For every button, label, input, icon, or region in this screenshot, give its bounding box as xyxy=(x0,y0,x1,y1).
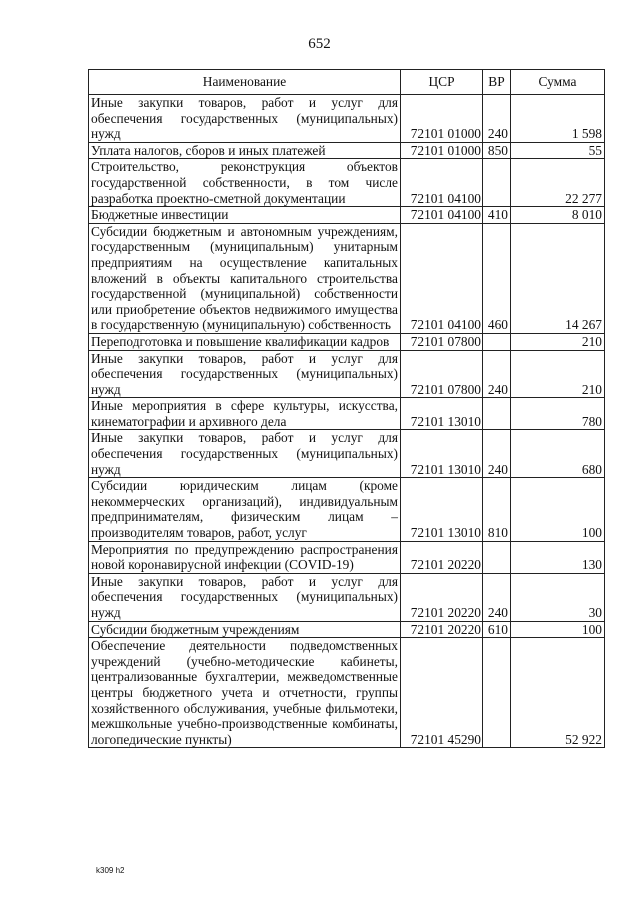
table-row xyxy=(89,430,605,478)
row-sum: 780 xyxy=(511,398,605,430)
header-csr: ЦСР xyxy=(401,70,483,95)
row-csr: 72101 01000 xyxy=(401,95,483,143)
row-sum: 130 xyxy=(511,541,605,573)
row-name: Строительство, реконструкция объектов государственной собственности, в том числе разработка проектно-сметной документации xyxy=(89,159,401,207)
table-row xyxy=(89,573,605,621)
row-vr: 240 xyxy=(483,573,511,621)
row-sum: 100 xyxy=(511,478,605,541)
table-header-row xyxy=(89,70,605,95)
row-name: Уплата налогов, сборов и иных платежей xyxy=(89,142,401,159)
row-csr: 72101 20220 xyxy=(401,621,483,638)
row-csr: 72101 07800 xyxy=(401,350,483,398)
row-vr: 810 xyxy=(483,478,511,541)
row-csr: 72101 20220 xyxy=(401,541,483,573)
row-vr: 410 xyxy=(483,207,511,224)
row-vr: 460 xyxy=(483,223,511,333)
row-vr xyxy=(483,541,511,573)
row-name: Субсидии бюджетным и автономным учреждениям, государственным (муниципальным) унитарным предприятиям на осуществление капитальных вложений в объекты капитального строительства государственной (муниципальной) собственности или приобретение объектов недвижимого имущества в государственную (муниципальную) собственность xyxy=(89,223,401,333)
header-vr: ВР xyxy=(483,70,511,95)
row-sum: 52 922 xyxy=(511,638,605,748)
row-vr: 240 xyxy=(483,95,511,143)
row-csr: 72101 13010 xyxy=(401,430,483,478)
row-sum: 680 xyxy=(511,430,605,478)
page-number: 652 xyxy=(308,36,331,52)
row-sum: 210 xyxy=(511,350,605,398)
row-vr xyxy=(483,159,511,207)
table-row xyxy=(89,478,605,541)
row-vr xyxy=(483,638,511,748)
row-sum: 22 277 xyxy=(511,159,605,207)
table-row xyxy=(89,638,605,748)
row-sum: 210 xyxy=(511,333,605,350)
table-row xyxy=(89,621,605,638)
row-vr: 240 xyxy=(483,430,511,478)
row-sum: 14 267 xyxy=(511,223,605,333)
table-row xyxy=(89,541,605,573)
row-csr: 72101 04100 xyxy=(401,207,483,224)
row-csr: 72101 13010 xyxy=(401,398,483,430)
row-sum: 1 598 xyxy=(511,95,605,143)
table-row xyxy=(89,398,605,430)
row-csr: 72101 20220 xyxy=(401,573,483,621)
row-name: Субсидии бюджетным учреждениям xyxy=(89,621,401,638)
row-name: Иные закупки товаров, работ и услуг для обеспечения государственных (муниципальных) нужд xyxy=(89,573,401,621)
row-vr xyxy=(483,333,511,350)
table-row xyxy=(89,95,605,143)
table-row xyxy=(89,159,605,207)
header-sum: Сумма xyxy=(511,70,605,95)
row-name: Бюджетные инвестиции xyxy=(89,207,401,224)
row-csr: 72101 04100 xyxy=(401,223,483,333)
row-sum: 100 xyxy=(511,621,605,638)
row-name: Иные закупки товаров, работ и услуг для обеспечения государственных (муниципальных) нужд xyxy=(89,430,401,478)
row-name: Субсидии юридическим лицам (кроме некоммерческих организаций), индивидуальным предпринимателям, физическим лицам – производителям товаров, работ, услуг xyxy=(89,478,401,541)
row-name: Иные закупки товаров, работ и услуг для обеспечения государственных (муниципальных) нужд xyxy=(89,95,401,143)
row-sum: 55 xyxy=(511,142,605,159)
row-csr: 72101 13010 xyxy=(401,478,483,541)
table-row xyxy=(89,223,605,333)
row-csr: 72101 04100 xyxy=(401,159,483,207)
table-row xyxy=(89,142,605,159)
row-name: Переподготовка и повышение квалификации кадров xyxy=(89,333,401,350)
header-name: Наименование xyxy=(89,70,401,95)
row-vr: 240 xyxy=(483,350,511,398)
row-name: Иные закупки товаров, работ и услуг для обеспечения государственных (муниципальных) нужд xyxy=(89,350,401,398)
row-csr: 72101 01000 xyxy=(401,142,483,159)
row-vr: 610 xyxy=(483,621,511,638)
budget-table xyxy=(88,69,605,748)
row-sum: 8 010 xyxy=(511,207,605,224)
row-name: Обеспечение деятельности подведомственных учреждений (учебно-методические кабинеты, централизованные бухгалтерии, межведомственные центры бюджетного учета и отчетности, группы хозяйственного обслуживания, учебные фильмотеки, межшкольные учебно-производственные комбинаты, логопедические пункты) xyxy=(89,638,401,748)
row-vr: 850 xyxy=(483,142,511,159)
row-csr: 72101 45290 xyxy=(401,638,483,748)
footer-code: k309 h2 xyxy=(96,866,125,875)
table-row xyxy=(89,350,605,398)
table-row xyxy=(89,207,605,224)
row-sum: 30 xyxy=(511,573,605,621)
table-row xyxy=(89,333,605,350)
row-name: Иные мероприятия в сфере культуры, искусства, кинематографии и архивного дела xyxy=(89,398,401,430)
row-name: Мероприятия по предупреждению распространения новой коронавирусной инфекции (COVID-19) xyxy=(89,541,401,573)
row-csr: 72101 07800 xyxy=(401,333,483,350)
row-vr xyxy=(483,398,511,430)
